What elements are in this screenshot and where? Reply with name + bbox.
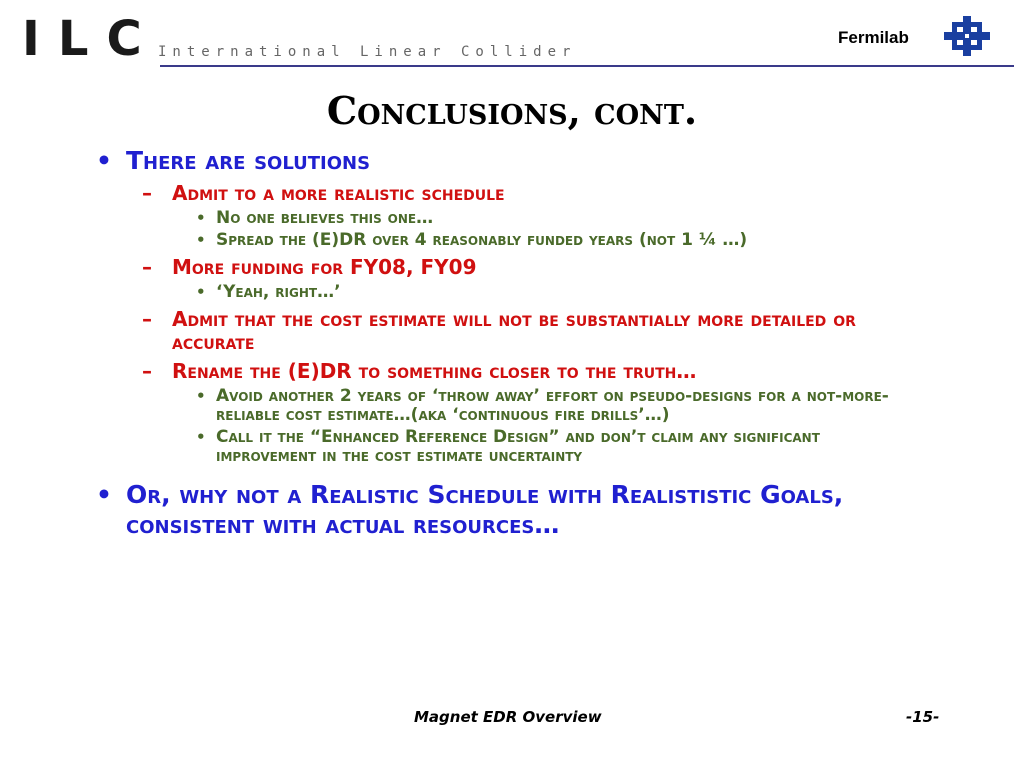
bullet-level2: – Admit to a more realistic schedule [92,182,912,205]
footer-title: Magnet EDR Overview [414,708,602,726]
bullet-level2: – Rename the (E)DR to something closer to the truth… [92,360,912,383]
bullet-level3: • No one believes this one… [92,209,916,228]
fermilab-logo-icon [944,16,990,56]
bullet-level1: • There are solutions [92,146,952,176]
bullet-list [92,146,952,540]
ilc-logo-subtitle: International Linear Collider [158,44,577,60]
bullet-level2: – More funding for FY08, FY09 [92,256,912,279]
bullet-level3: • Avoid another 2 years of ‘throw away’ effort on pseudo-designs for a not-more-reliable cost estimate…(aka ‘continuous fire drills’…) [92,387,916,425]
bullet-level3: • Spread the (E)DR over 4 reasonably funded years (not 1 ¼ …) [92,231,916,250]
slide-body [92,146,952,544]
bullet-level3: • ‘Yeah, right…’ [92,283,916,302]
bullet-level2: – Admit that the cost estimate will not be substantially more detailed or accurate [92,308,912,354]
slide-title: Conclusions, cont. [326,88,698,133]
page-number: -15- [906,708,940,726]
slide-header [0,0,1024,70]
bullet-level1: • Or, why not a Realistic Schedule with Realististic Goals, consistent with actual resources… [92,480,896,540]
fermilab-label: Fermilab [838,28,909,47]
header-divider [160,65,1014,67]
ilc-logo: ILC [22,11,160,67]
bullet-level3: • Call it the “Enhanced Reference Design” and don’t claim any significant improvement in the cost estimate uncertainty [92,428,916,466]
